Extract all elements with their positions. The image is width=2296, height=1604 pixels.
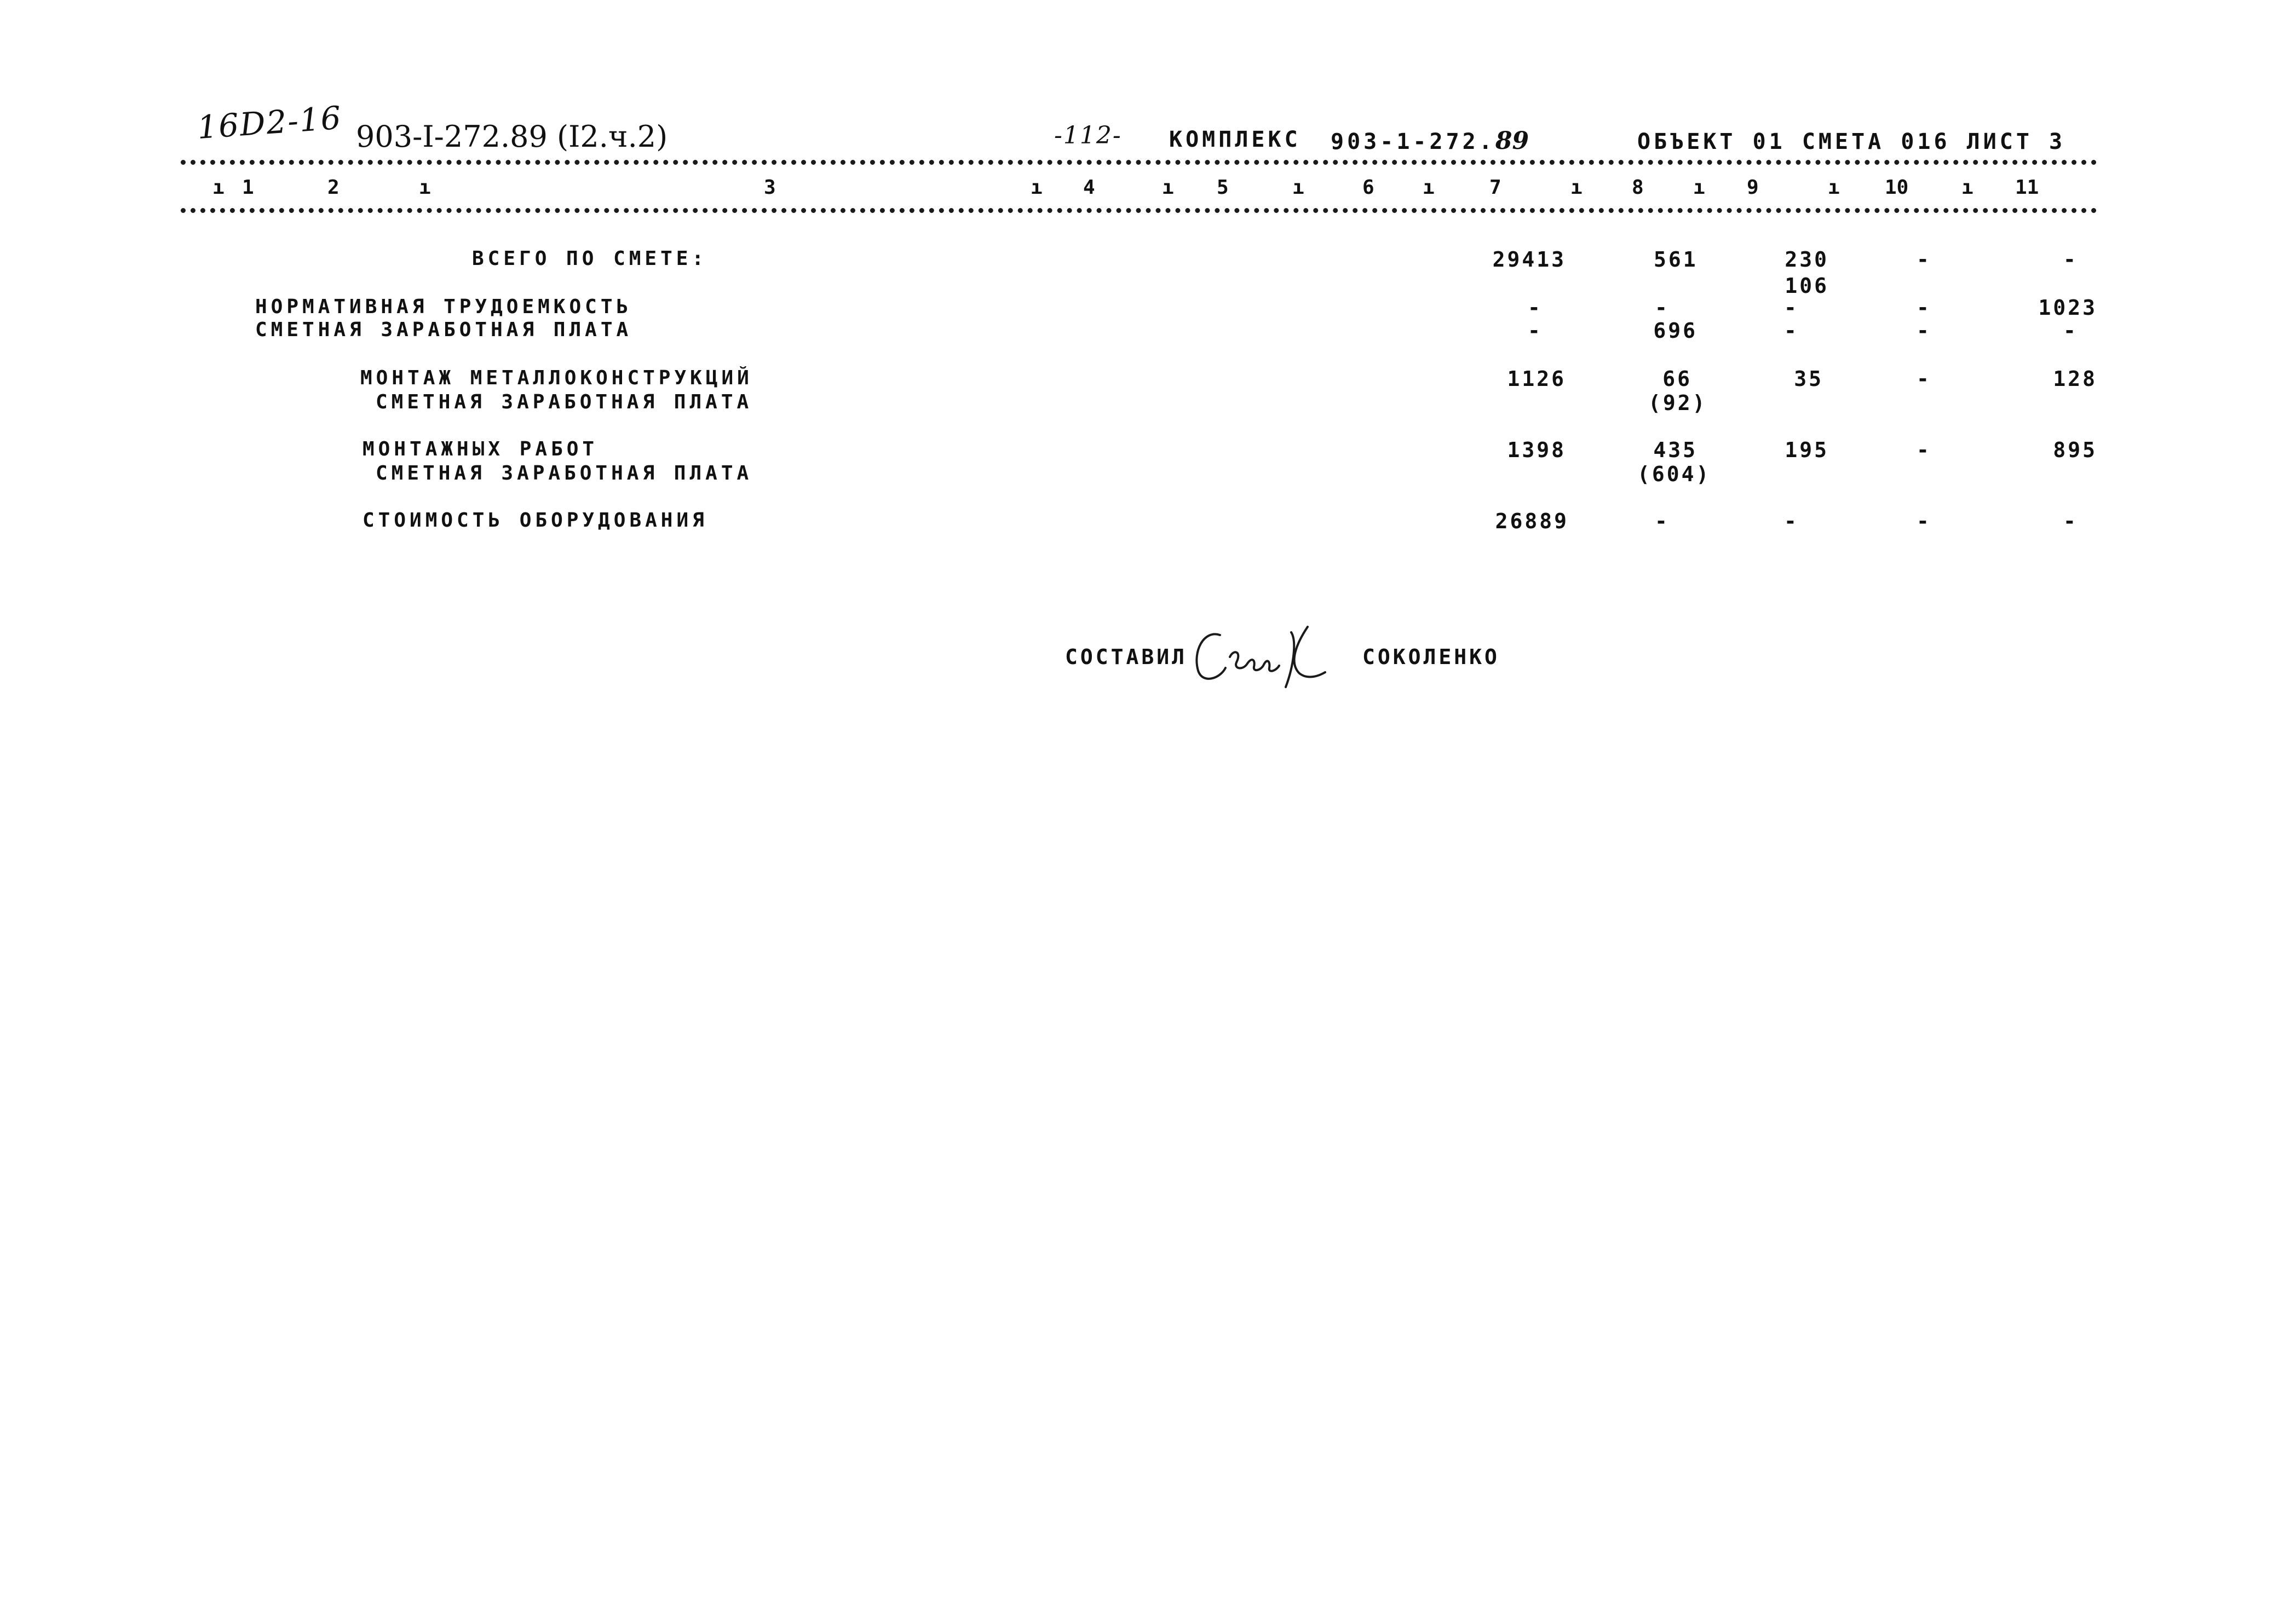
column-number: 2: [327, 176, 339, 199]
row-label: СТОИМОСТЬ ОБОРУДОВАНИЯ: [362, 509, 708, 532]
column-separator: ı: [1162, 176, 1174, 199]
compiled-by: [1065, 624, 1500, 690]
cell-col10: -: [1917, 509, 1929, 533]
column-number: 1: [242, 176, 254, 199]
cell-col8: -: [1655, 296, 1667, 320]
cell-col7: 1398: [1507, 438, 1566, 462]
cell-col11: -: [2063, 319, 2076, 343]
cell-col8: -: [1655, 509, 1667, 533]
cell-col9-secondary: 106: [1785, 274, 1829, 298]
cell-col8: 435: [1653, 438, 1697, 462]
cell-col8-secondary: (92): [1648, 391, 1707, 415]
cell-col10: -: [1917, 247, 1929, 272]
column-number: 9: [1747, 176, 1759, 199]
complex-number-typed: 903-1-272.: [1331, 129, 1495, 154]
header-bottom-rule: [181, 208, 2097, 213]
column-number: 3: [764, 176, 776, 199]
complex-number-hand: 89: [1495, 127, 1529, 155]
column-number: 5: [1217, 176, 1229, 199]
cell-col8: 696: [1653, 319, 1697, 343]
column-separator: ı: [212, 176, 225, 199]
cell-col7: 1126: [1507, 367, 1566, 391]
column-number: 6: [1362, 176, 1374, 199]
project-code: 903-I-272.89 (I2.ч.2): [356, 119, 668, 154]
cell-col8: 561: [1654, 247, 1698, 272]
column-separator: ı: [419, 176, 431, 199]
top-rule: [181, 160, 2097, 165]
cell-col7: 26889: [1495, 509, 1569, 533]
row-label: МОНТАЖ МЕТАЛЛОКОНСТРУКЦИЙ: [360, 367, 753, 389]
column-number: 7: [1489, 176, 1501, 199]
cell-col10: -: [1917, 319, 1929, 343]
cell-col8-secondary: (604): [1637, 462, 1711, 486]
row-sublabel: СМЕТНАЯ ЗАРАБОТНАЯ ПЛАТА: [376, 462, 753, 484]
page-number: -112-: [1054, 122, 1122, 149]
column-separator: ı: [1031, 176, 1043, 199]
cell-col7: -: [1528, 296, 1540, 320]
column-number: 4: [1083, 176, 1095, 199]
complex-number: [1331, 127, 1529, 155]
column-separator: ı: [1961, 176, 1973, 199]
column-number: 10: [1885, 176, 1909, 199]
cell-col7: 29413: [1492, 247, 1566, 272]
cell-col10: -: [1917, 296, 1929, 320]
column-separator: ı: [1693, 176, 1705, 199]
row-label: НОРМАТИВНАЯ ТРУДОЕМКОСТЬ: [255, 296, 632, 318]
handwritten-signature: [1182, 619, 1368, 695]
row-label: СМЕТНАЯ ЗАРАБОТНАЯ ПЛАТА: [255, 319, 632, 341]
row-sublabel: СМЕТНАЯ ЗАРАБОТНАЯ ПЛАТА: [376, 391, 753, 413]
complex-label: КОМПЛЕКС: [1169, 127, 1301, 152]
row-label: МОНТАЖНЫХ РАБОТ: [362, 438, 599, 460]
column-number: 8: [1632, 176, 1644, 199]
column-number: 11: [2015, 176, 2039, 199]
cell-col11: 895: [2053, 438, 2097, 462]
cell-col9: 35: [1794, 367, 1823, 391]
cell-col11: -: [2063, 509, 2076, 533]
cell-col11: -: [2063, 247, 2076, 272]
column-separator: ı: [1292, 176, 1304, 199]
column-separator: ı: [1423, 176, 1435, 199]
row-label: ВСЕГО ПО СМЕТЕ:: [472, 247, 708, 270]
handwritten-archive-code: 16D2-16: [195, 99, 343, 147]
cell-col8: 66: [1662, 367, 1692, 391]
cell-col9: -: [1784, 319, 1797, 343]
compiled-by-label: СОСТАВИЛ: [1065, 645, 1188, 669]
cell-col11: 1023: [2038, 296, 2097, 320]
cell-col7: -: [1528, 319, 1540, 343]
cell-col11: 128: [2053, 367, 2097, 391]
compiled-by-name: СОКОЛЕНКО: [1362, 645, 1500, 669]
cell-col10: -: [1917, 367, 1929, 391]
cell-col9: -: [1784, 509, 1797, 533]
object-sheet-label: ОБЪЕКТ 01 СМЕТА 016 ЛИСТ 3: [1637, 129, 2066, 154]
column-separator: ı: [1828, 176, 1840, 199]
cell-col9: -: [1784, 296, 1797, 320]
column-separator: ı: [1570, 176, 1583, 199]
cell-col10: -: [1917, 438, 1929, 462]
cell-col9: 230: [1785, 247, 1829, 272]
cell-col9: 195: [1785, 438, 1829, 462]
